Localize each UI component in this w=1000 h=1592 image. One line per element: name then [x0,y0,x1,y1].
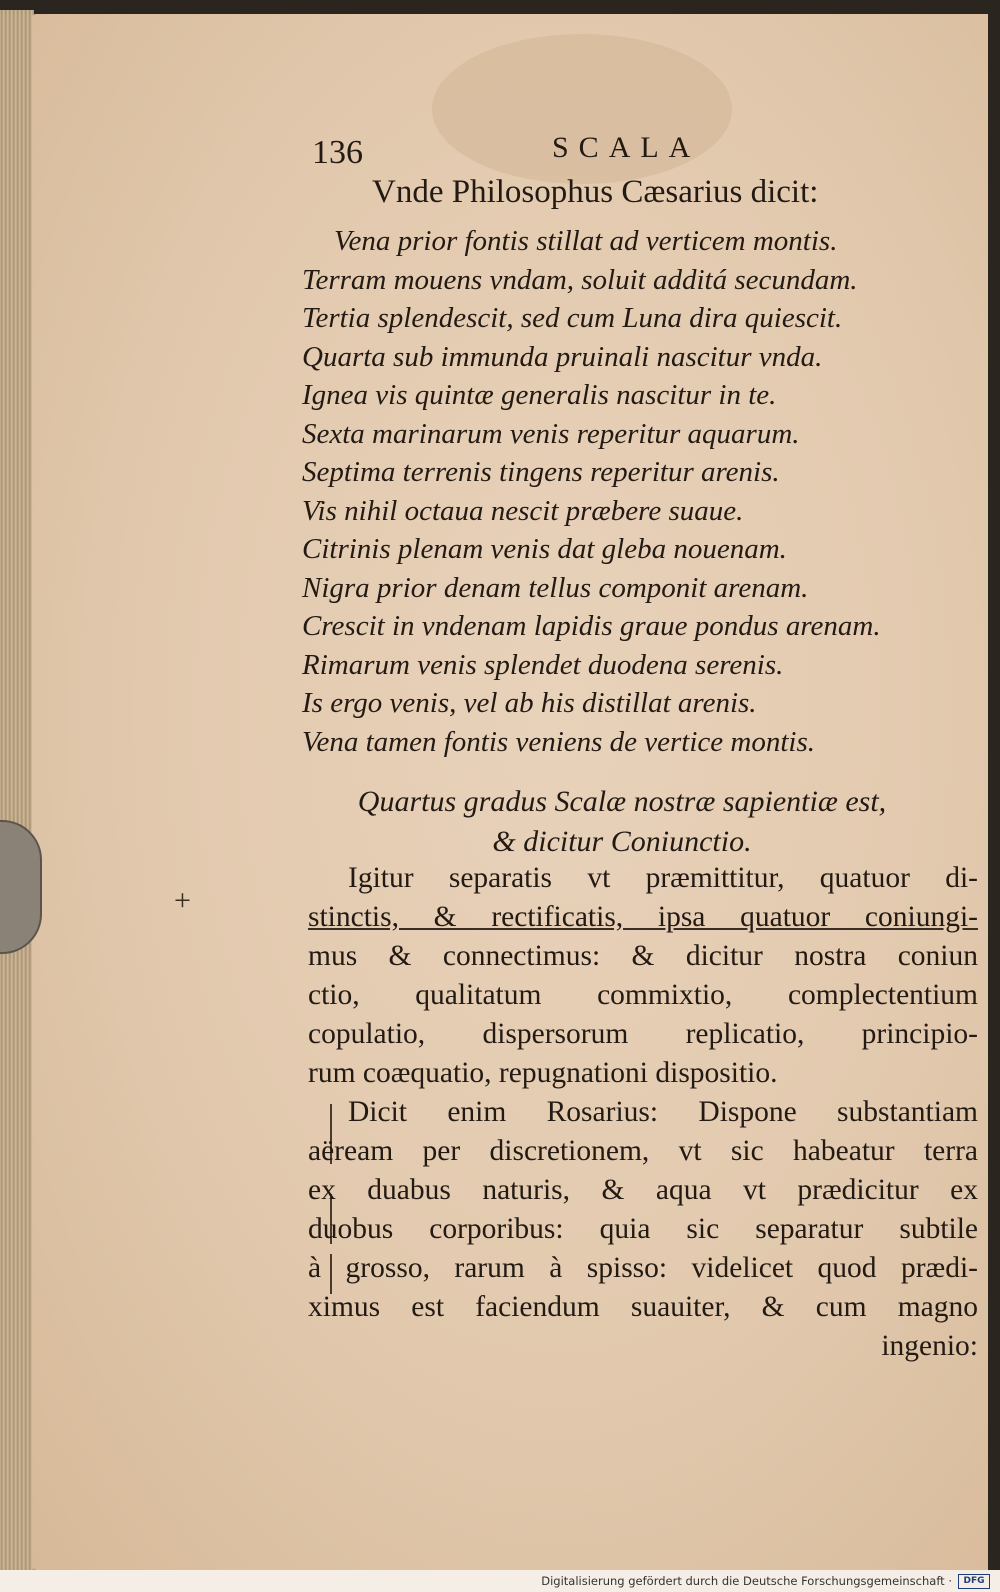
prose-body [308,859,978,1366]
margin-note-cross: + [174,884,191,917]
verse-line: Vena tamen fontis veniens de vertice montis. [302,725,816,758]
paragraph [308,1093,978,1366]
text-line: aëream per discretionem, vt sic habeatur terra [308,1135,978,1167]
verse-line: Quarta sub immunda pruinali nascitur vnda. [302,340,823,373]
text-line: rum coæquatio, repugnationi dispositio. [308,1057,778,1089]
text-line: ex duabus naturis, & aqua vt prædicitur ex [308,1174,978,1206]
text-line: stinctis, & rectificatis, ipsa quatuor coniungi- [308,901,978,933]
text-line: Igitur separatis vt præmittitur, quatuor di- [348,862,978,894]
section-heading-line: Quartus gradus Scalæ nostræ sapientiæ est, [357,785,887,818]
verse-line: Is ergo venis, vel ab his distillat arenis. [302,687,757,719]
page-edge [0,10,34,1570]
page-header [32,129,988,179]
text-line: duobus corporibus: quia sic separatur subtile [308,1213,978,1245]
funding-credit: Digitalisierung gefördert durch die Deutsche Forschungsgemeinschaft · [541,1574,952,1588]
verse-line: Terram mouens vndam, soluit additá secundam. [302,263,858,296]
text-line: à grosso, rarum à spisso: videlicet quod prædi- [308,1252,978,1284]
text-line: ingenio: [881,1330,978,1362]
section-heading [292,782,952,862]
text-line: copulatio, dispersorum replicatio, principio- [308,1018,978,1050]
verse-line: Tertia splendescit, sed cum Luna dira quiescit. [302,302,843,334]
book-clasp [0,820,42,954]
running-title: SCALA [552,131,701,164]
verse-line: Citrinis plenam venis dat gleba nouenam. [302,533,787,565]
verse-block [302,222,942,761]
verse-line: Ignea vis quintæ generalis nascitur in te. [302,379,777,411]
section-heading-line: & dicitur Coniunctio. [492,825,752,858]
page-number: 136 [312,134,363,171]
paragraph [308,859,978,1093]
verse-line: Septima terrenis tingens reperitur arenis. [302,456,780,488]
intro-line: Vnde Philosophus Cæsarius dicit: [372,174,819,210]
book-page [32,14,988,1570]
verse-line: Vis nihil octaua nescit præbere suaue. [302,494,744,527]
verse-line: Crescit in vndenam lapidis graue pondus arenam. [302,610,881,642]
verse-line: Sexta marinarum venis reperitur aquarum. [302,417,800,450]
footer-bar [0,1570,1000,1592]
text-line: mus & connectimus: & dicitur nostra coniun [308,940,978,972]
text-line: ctio, qualitatum commixtio, complectentium [308,979,978,1011]
verse-line: Nigra prior denam tellus componit arenam. [302,571,809,604]
dfg-logo: DFG [958,1574,990,1589]
verse-line: Rimarum venis splendet duodena serenis. [302,648,784,681]
text-line: ximus est faciendum suauiter, & cum magno [308,1291,978,1323]
verse-line: Vena prior fontis stillat ad verticem montis. [334,225,838,257]
text-line: Dicit enim Rosarius: Dispone substantiam [348,1096,978,1128]
